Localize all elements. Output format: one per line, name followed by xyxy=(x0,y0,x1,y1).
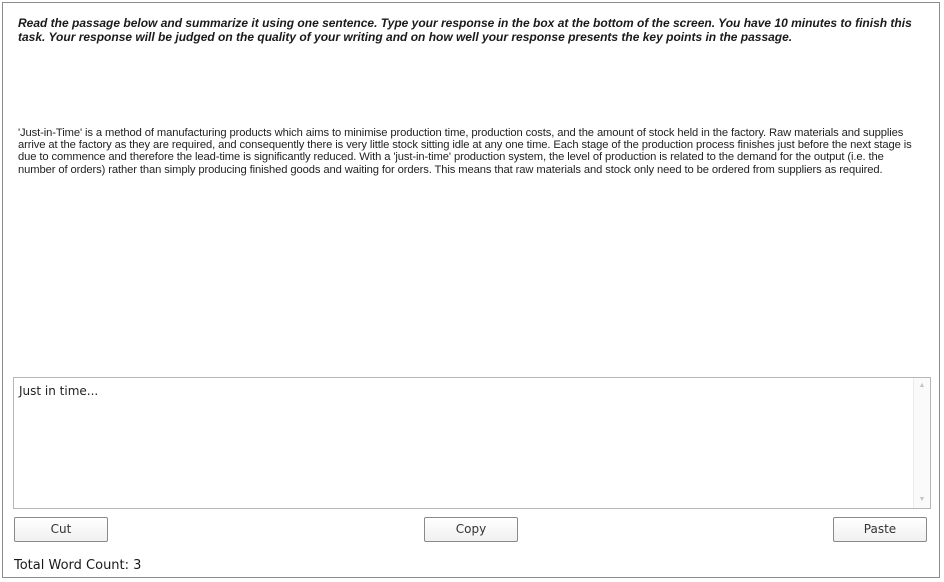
copy-button[interactable]: Copy xyxy=(424,517,518,542)
word-count xyxy=(14,558,141,573)
response-input[interactable] xyxy=(14,378,914,508)
word-count-label: Total Word Count: xyxy=(14,558,130,573)
task-frame xyxy=(2,2,940,578)
scroll-down-icon[interactable]: ▼ xyxy=(918,496,926,503)
reading-passage: 'Just-in-Time' is a method of manufacturing products which aims to minimise production time, production costs, and the amount of stock held in the factory. Raw materials and supplies arrive at the factory as they are required, and consequently there is very little stock sitting idle at any one time. Each stage of the production process finishes just before the next stage is due to commence and therefore the lead-time is significantly reduced. With a 'just-in-time' production system, the level of production is related to the demand for the output (i.e. the number of orders) rather than simply producing finished goods and waiting for orders. This means that raw materials and stock only need to be ordered from suppliers as required. xyxy=(18,127,912,176)
paste-button[interactable]: Paste xyxy=(833,517,927,542)
word-count-value: 3 xyxy=(133,558,142,573)
cut-button[interactable]: Cut xyxy=(14,517,108,542)
scroll-up-icon[interactable]: ▲ xyxy=(918,382,926,389)
response-area xyxy=(13,377,931,509)
response-scrollbar[interactable] xyxy=(913,378,930,508)
task-instructions: Read the passage below and summarize it using one sentence. Type your response in the box at the bottom of the screen. You have 10 minutes to finish this task. Your response will be judged on the quality of your writing and on how well your response presents the key points in the passage. xyxy=(18,16,912,44)
